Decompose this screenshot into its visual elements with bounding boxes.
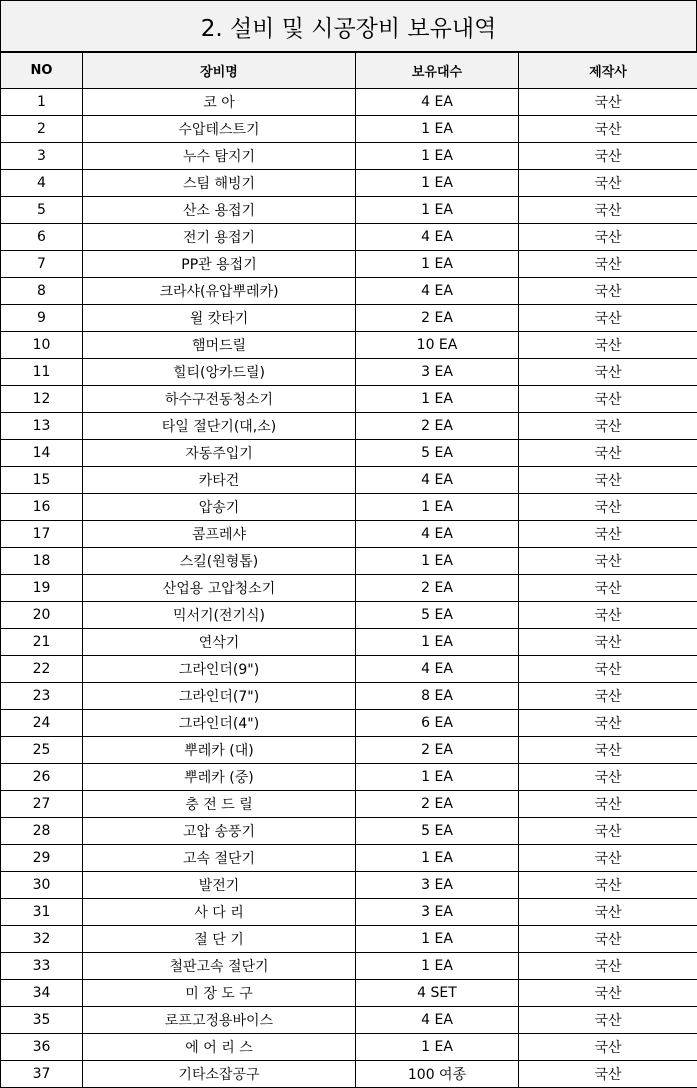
table-row bbox=[1, 926, 697, 953]
cell-equipment-name: 고속 절단기 bbox=[83, 845, 356, 872]
cell-no: 15 bbox=[1, 467, 83, 494]
cell-quantity: 8 EA bbox=[356, 683, 519, 710]
cell-equipment-name: 믹서기(전기식) bbox=[83, 602, 356, 629]
cell-manufacturer: 국산 bbox=[519, 1061, 697, 1088]
cell-manufacturer: 국산 bbox=[519, 305, 697, 332]
cell-quantity: 1 EA bbox=[356, 629, 519, 656]
cell-no: 4 bbox=[1, 170, 83, 197]
table-row bbox=[1, 494, 697, 521]
table-row bbox=[1, 872, 697, 899]
cell-quantity: 2 EA bbox=[356, 413, 519, 440]
table-row bbox=[1, 683, 697, 710]
cell-quantity: 4 SET bbox=[356, 980, 519, 1007]
header-manufacturer: 제작사 bbox=[519, 53, 697, 89]
table-row bbox=[1, 224, 697, 251]
cell-equipment-name: 카타건 bbox=[83, 467, 356, 494]
cell-quantity: 3 EA bbox=[356, 872, 519, 899]
cell-no: 32 bbox=[1, 926, 83, 953]
cell-no: 21 bbox=[1, 629, 83, 656]
table-row bbox=[1, 548, 697, 575]
cell-equipment-name: 뿌레카 (중) bbox=[83, 764, 356, 791]
cell-equipment-name: 타일 절단기(대,소) bbox=[83, 413, 356, 440]
table-row bbox=[1, 440, 697, 467]
cell-no: 30 bbox=[1, 872, 83, 899]
cell-manufacturer: 국산 bbox=[519, 980, 697, 1007]
cell-manufacturer: 국산 bbox=[519, 737, 697, 764]
cell-no: 26 bbox=[1, 764, 83, 791]
cell-equipment-name: 코 아 bbox=[83, 89, 356, 116]
table-row bbox=[1, 575, 697, 602]
cell-quantity: 5 EA bbox=[356, 440, 519, 467]
cell-quantity: 2 EA bbox=[356, 575, 519, 602]
cell-equipment-name: 햄머드릴 bbox=[83, 332, 356, 359]
cell-no: 19 bbox=[1, 575, 83, 602]
table-row bbox=[1, 413, 697, 440]
cell-manufacturer: 국산 bbox=[519, 845, 697, 872]
cell-equipment-name: 그라인더(4") bbox=[83, 710, 356, 737]
cell-equipment-name: 에 어 리 스 bbox=[83, 1034, 356, 1061]
cell-quantity: 1 EA bbox=[356, 170, 519, 197]
table-row bbox=[1, 359, 697, 386]
cell-quantity: 4 EA bbox=[356, 656, 519, 683]
cell-manufacturer: 국산 bbox=[519, 656, 697, 683]
table-row bbox=[1, 845, 697, 872]
equipment-table bbox=[0, 52, 697, 1088]
table-row bbox=[1, 656, 697, 683]
cell-no: 34 bbox=[1, 980, 83, 1007]
cell-equipment-name: 크라샤(유압뿌레카) bbox=[83, 278, 356, 305]
cell-equipment-name: 산업용 고압청소기 bbox=[83, 575, 356, 602]
table-row bbox=[1, 980, 697, 1007]
cell-equipment-name: 산소 용접기 bbox=[83, 197, 356, 224]
cell-equipment-name: 로프고정용바이스 bbox=[83, 1007, 356, 1034]
table-row bbox=[1, 251, 697, 278]
table-row bbox=[1, 467, 697, 494]
header-row bbox=[1, 53, 697, 89]
cell-manufacturer: 국산 bbox=[519, 764, 697, 791]
cell-no: 25 bbox=[1, 737, 83, 764]
cell-no: 20 bbox=[1, 602, 83, 629]
cell-manufacturer: 국산 bbox=[519, 818, 697, 845]
cell-equipment-name: 콤프레샤 bbox=[83, 521, 356, 548]
cell-manufacturer: 국산 bbox=[519, 899, 697, 926]
cell-no: 35 bbox=[1, 1007, 83, 1034]
cell-quantity: 1 EA bbox=[356, 494, 519, 521]
cell-quantity: 2 EA bbox=[356, 737, 519, 764]
cell-no: 17 bbox=[1, 521, 83, 548]
cell-equipment-name: 충 전 드 릴 bbox=[83, 791, 356, 818]
cell-quantity: 1 EA bbox=[356, 143, 519, 170]
cell-no: 3 bbox=[1, 143, 83, 170]
cell-quantity: 3 EA bbox=[356, 359, 519, 386]
cell-equipment-name: 기타소잡공구 bbox=[83, 1061, 356, 1088]
cell-quantity: 1 EA bbox=[356, 386, 519, 413]
cell-equipment-name: 그라인더(7") bbox=[83, 683, 356, 710]
cell-no: 13 bbox=[1, 413, 83, 440]
cell-manufacturer: 국산 bbox=[519, 359, 697, 386]
cell-equipment-name: PP관 용접기 bbox=[83, 251, 356, 278]
cell-no: 27 bbox=[1, 791, 83, 818]
cell-manufacturer: 국산 bbox=[519, 116, 697, 143]
cell-no: 36 bbox=[1, 1034, 83, 1061]
cell-manufacturer: 국산 bbox=[519, 629, 697, 656]
cell-manufacturer: 국산 bbox=[519, 494, 697, 521]
cell-equipment-name: 자동주입기 bbox=[83, 440, 356, 467]
cell-quantity: 1 EA bbox=[356, 845, 519, 872]
table-row bbox=[1, 953, 697, 980]
cell-no: 1 bbox=[1, 89, 83, 116]
cell-equipment-name: 윌 캇타기 bbox=[83, 305, 356, 332]
cell-manufacturer: 국산 bbox=[519, 926, 697, 953]
table-row bbox=[1, 1034, 697, 1061]
cell-no: 7 bbox=[1, 251, 83, 278]
cell-no: 2 bbox=[1, 116, 83, 143]
header-no: NO bbox=[1, 53, 83, 89]
cell-quantity: 2 EA bbox=[356, 305, 519, 332]
table-row bbox=[1, 737, 697, 764]
cell-quantity: 4 EA bbox=[356, 1007, 519, 1034]
table-row bbox=[1, 278, 697, 305]
cell-quantity: 2 EA bbox=[356, 791, 519, 818]
cell-quantity: 1 EA bbox=[356, 548, 519, 575]
cell-manufacturer: 국산 bbox=[519, 197, 697, 224]
cell-no: 16 bbox=[1, 494, 83, 521]
cell-no: 29 bbox=[1, 845, 83, 872]
page-title: 2. 설비 및 시공장비 보유내역 bbox=[0, 0, 697, 52]
cell-equipment-name: 수압테스트기 bbox=[83, 116, 356, 143]
cell-equipment-name: 연삭기 bbox=[83, 629, 356, 656]
cell-no: 23 bbox=[1, 683, 83, 710]
cell-no: 11 bbox=[1, 359, 83, 386]
cell-quantity: 4 EA bbox=[356, 521, 519, 548]
cell-no: 8 bbox=[1, 278, 83, 305]
cell-manufacturer: 국산 bbox=[519, 953, 697, 980]
cell-manufacturer: 국산 bbox=[519, 575, 697, 602]
cell-no: 12 bbox=[1, 386, 83, 413]
cell-manufacturer: 국산 bbox=[519, 791, 697, 818]
cell-quantity: 10 EA bbox=[356, 332, 519, 359]
cell-manufacturer: 국산 bbox=[519, 170, 697, 197]
table-row bbox=[1, 791, 697, 818]
cell-manufacturer: 국산 bbox=[519, 440, 697, 467]
cell-equipment-name: 철판고속 절단기 bbox=[83, 953, 356, 980]
cell-equipment-name: 힐티(앙카드릴) bbox=[83, 359, 356, 386]
cell-manufacturer: 국산 bbox=[519, 278, 697, 305]
table-row bbox=[1, 386, 697, 413]
table-row bbox=[1, 1007, 697, 1034]
cell-quantity: 1 EA bbox=[356, 953, 519, 980]
cell-quantity: 1 EA bbox=[356, 926, 519, 953]
table-row bbox=[1, 305, 697, 332]
cell-equipment-name: 스팀 해빙기 bbox=[83, 170, 356, 197]
cell-manufacturer: 국산 bbox=[519, 710, 697, 737]
cell-quantity: 100 여종 bbox=[356, 1061, 519, 1088]
cell-equipment-name: 발전기 bbox=[83, 872, 356, 899]
cell-no: 9 bbox=[1, 305, 83, 332]
table-row bbox=[1, 116, 697, 143]
cell-quantity: 1 EA bbox=[356, 116, 519, 143]
table-row bbox=[1, 710, 697, 737]
table-row bbox=[1, 899, 697, 926]
cell-manufacturer: 국산 bbox=[519, 332, 697, 359]
cell-manufacturer: 국산 bbox=[519, 1007, 697, 1034]
cell-equipment-name: 스킬(원형톱) bbox=[83, 548, 356, 575]
table-row bbox=[1, 521, 697, 548]
cell-equipment-name: 절 단 기 bbox=[83, 926, 356, 953]
cell-equipment-name: 미 장 도 구 bbox=[83, 980, 356, 1007]
table-row bbox=[1, 1061, 697, 1088]
cell-equipment-name: 고압 송풍기 bbox=[83, 818, 356, 845]
cell-quantity: 1 EA bbox=[356, 197, 519, 224]
cell-equipment-name: 하수구전동청소기 bbox=[83, 386, 356, 413]
cell-manufacturer: 국산 bbox=[519, 251, 697, 278]
cell-manufacturer: 국산 bbox=[519, 89, 697, 116]
cell-manufacturer: 국산 bbox=[519, 683, 697, 710]
cell-equipment-name: 전기 용접기 bbox=[83, 224, 356, 251]
cell-quantity: 1 EA bbox=[356, 251, 519, 278]
cell-manufacturer: 국산 bbox=[519, 602, 697, 629]
table-row bbox=[1, 818, 697, 845]
cell-manufacturer: 국산 bbox=[519, 467, 697, 494]
cell-quantity: 4 EA bbox=[356, 467, 519, 494]
table-body bbox=[1, 89, 697, 1088]
cell-no: 28 bbox=[1, 818, 83, 845]
cell-manufacturer: 국산 bbox=[519, 1034, 697, 1061]
cell-quantity: 1 EA bbox=[356, 1034, 519, 1061]
cell-no: 31 bbox=[1, 899, 83, 926]
cell-no: 22 bbox=[1, 656, 83, 683]
cell-equipment-name: 사 다 리 bbox=[83, 899, 356, 926]
header-equipment-name: 장비명 bbox=[83, 53, 356, 89]
header-quantity: 보유대수 bbox=[356, 53, 519, 89]
cell-manufacturer: 국산 bbox=[519, 224, 697, 251]
cell-manufacturer: 국산 bbox=[519, 521, 697, 548]
table-row bbox=[1, 764, 697, 791]
cell-no: 5 bbox=[1, 197, 83, 224]
cell-manufacturer: 국산 bbox=[519, 548, 697, 575]
cell-manufacturer: 국산 bbox=[519, 413, 697, 440]
cell-quantity: 4 EA bbox=[356, 224, 519, 251]
cell-quantity: 4 EA bbox=[356, 89, 519, 116]
cell-quantity: 3 EA bbox=[356, 899, 519, 926]
cell-manufacturer: 국산 bbox=[519, 143, 697, 170]
cell-no: 18 bbox=[1, 548, 83, 575]
table-row bbox=[1, 629, 697, 656]
cell-quantity: 5 EA bbox=[356, 602, 519, 629]
cell-no: 33 bbox=[1, 953, 83, 980]
cell-quantity: 4 EA bbox=[356, 278, 519, 305]
table-row bbox=[1, 602, 697, 629]
table-row bbox=[1, 332, 697, 359]
cell-no: 14 bbox=[1, 440, 83, 467]
cell-quantity: 6 EA bbox=[356, 710, 519, 737]
cell-no: 10 bbox=[1, 332, 83, 359]
table-row bbox=[1, 89, 697, 116]
table-row bbox=[1, 170, 697, 197]
cell-no: 37 bbox=[1, 1061, 83, 1088]
cell-equipment-name: 누수 탐지기 bbox=[83, 143, 356, 170]
cell-no: 24 bbox=[1, 710, 83, 737]
cell-manufacturer: 국산 bbox=[519, 872, 697, 899]
cell-manufacturer: 국산 bbox=[519, 386, 697, 413]
cell-equipment-name: 뿌레카 (대) bbox=[83, 737, 356, 764]
table-row bbox=[1, 143, 697, 170]
cell-equipment-name: 압송기 bbox=[83, 494, 356, 521]
table-row bbox=[1, 197, 697, 224]
cell-quantity: 1 EA bbox=[356, 764, 519, 791]
cell-no: 6 bbox=[1, 224, 83, 251]
cell-quantity: 5 EA bbox=[356, 818, 519, 845]
cell-equipment-name: 그라인더(9") bbox=[83, 656, 356, 683]
